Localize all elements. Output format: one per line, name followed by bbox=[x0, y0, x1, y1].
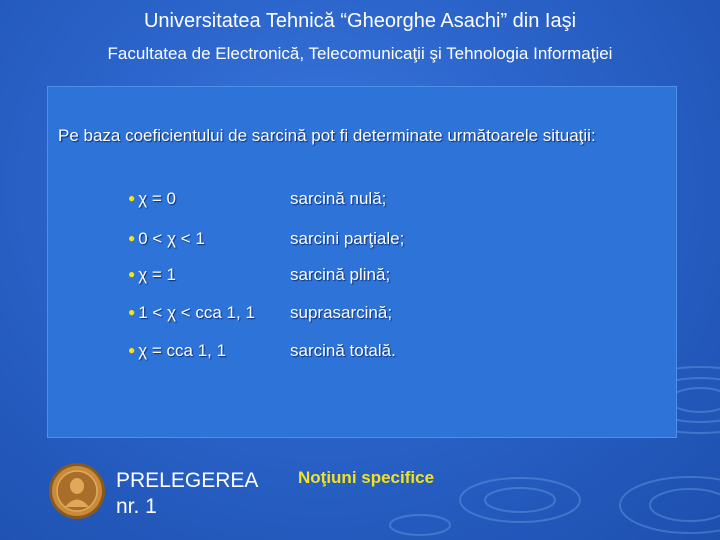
dot-bullet-icon: ● bbox=[128, 231, 136, 245]
description-text: sarcină plină; bbox=[290, 265, 391, 284]
dot-bullet-icon: ● bbox=[128, 305, 136, 319]
condition-text: χ = 1 bbox=[138, 265, 177, 284]
dot-bullet-icon: ● bbox=[128, 343, 136, 357]
condition-group bbox=[128, 189, 176, 209]
condition-group bbox=[128, 265, 176, 285]
content-panel bbox=[47, 86, 677, 438]
university-title: Universitatea Tehnică “Gheorghe Asachi” din Iaşi bbox=[143, 10, 577, 32]
dot-bullet-icon: ● bbox=[128, 267, 136, 281]
condition-text: χ = cca 1, 1 bbox=[138, 341, 227, 360]
description-text: sarcină totală. bbox=[290, 341, 396, 360]
medal-icon bbox=[48, 462, 106, 520]
topic-label: Noţiuni specifice bbox=[298, 468, 435, 487]
intro-text: Pe baza coeficientului de sarcină pot fi determinate următoarele situaţii: bbox=[58, 126, 596, 145]
condition-text: 1 < χ < cca 1, 1 bbox=[138, 303, 255, 322]
lecture-label bbox=[116, 468, 258, 520]
condition-group bbox=[128, 229, 205, 249]
condition-group bbox=[128, 341, 226, 361]
lecture-title: PRELEGEREA bbox=[116, 469, 259, 492]
condition-group bbox=[128, 303, 255, 323]
description-text: sarcină nulă; bbox=[290, 189, 387, 208]
condition-text: 0 < χ < 1 bbox=[138, 229, 205, 248]
description-text: sarcini parţiale; bbox=[290, 229, 405, 248]
faculty-title: Facultatea de Electronică, Telecomunicaţii şi Tehnologia Informaţiei bbox=[107, 44, 613, 63]
description-text: suprasarcină; bbox=[290, 303, 393, 322]
lecture-number: nr. 1 bbox=[116, 495, 157, 518]
condition-text: χ = 0 bbox=[138, 189, 177, 208]
dot-bullet-icon: ● bbox=[128, 191, 136, 205]
